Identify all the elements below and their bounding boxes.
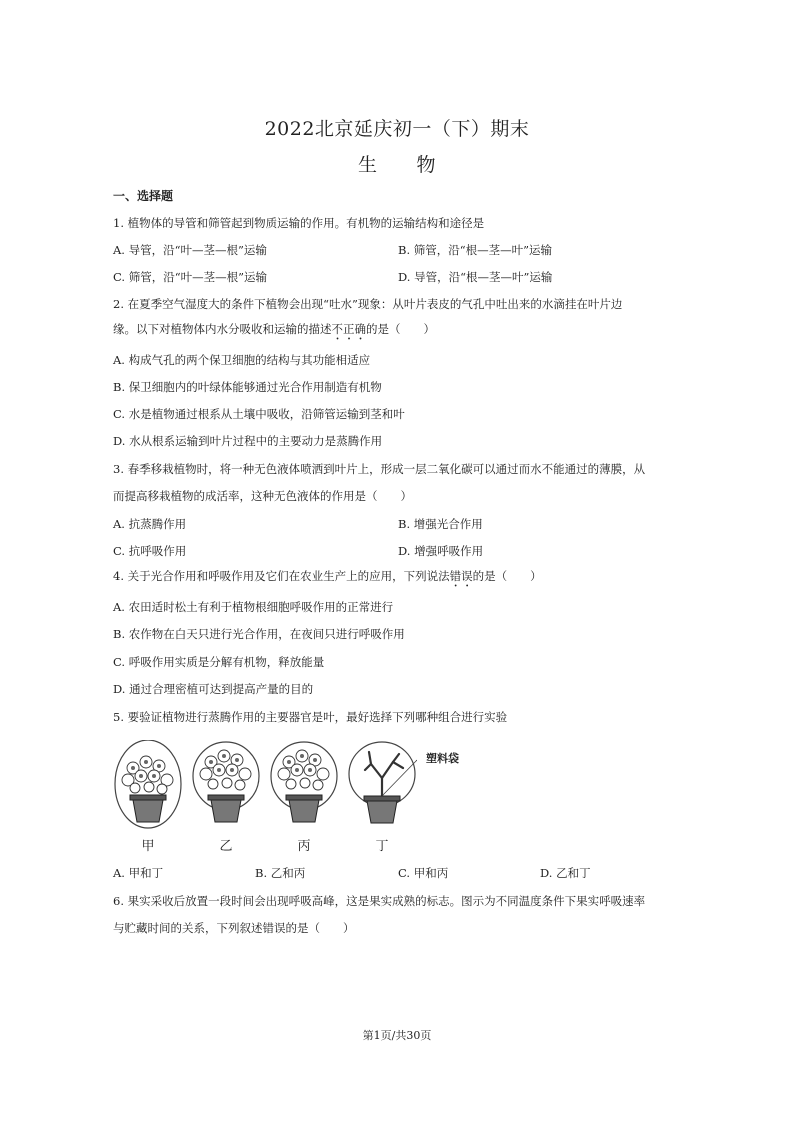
q3-option-a: A. 抗蒸腾作用 (113, 517, 187, 531)
plant-jia-illustration (113, 740, 183, 832)
q4-option-c: C. 呼吸作用实质是分解有机物，释放能量 (113, 655, 325, 669)
q2-option-a: A. 构成气孔的两个保卫细胞的结构与其功能相适应 (113, 353, 371, 367)
q5-option-d: D. 乙和丁 (540, 866, 591, 880)
q2-option-d: D. 水从根系运输到叶片过程中的主要动力是蒸腾作用 (113, 434, 383, 448)
q4-stem (113, 568, 542, 590)
figure-label-jia: 甲 (141, 839, 155, 854)
q5-figure (113, 740, 473, 856)
subject-title: 生 物 (357, 154, 436, 176)
q3-option-c: C. 抗呼吸作用 (113, 544, 187, 558)
q5-option-b: B. 乙和丙 (255, 866, 306, 880)
q4-stem-tail: 的是（ ） (472, 569, 542, 583)
q2-option-c: C. 水是植物通过根系从土壤中吸收，沿筛管运输到茎和叶 (113, 407, 405, 421)
q1-stem: 1. 植物体的导管和筛管起到物质运输的作用。有机物的运输结构和途径是 (113, 216, 485, 230)
q6-stem-line2: 与贮藏时间的关系，下列叙述错误的是（ ） (113, 921, 355, 935)
q1-option-a: A. 导管，沿“叶—茎—根”运输 (113, 243, 267, 257)
q3-option-b: B. 增强光合作用 (398, 517, 483, 531)
q5-option-a: A. 甲和丁 (113, 866, 164, 880)
q5-option-c: C. 甲和丙 (398, 866, 449, 880)
section-heading: 一、选择题 (113, 189, 174, 203)
q1-option-b: B. 筛管，沿“根—茎—叶”运输 (398, 243, 553, 257)
figure-label-yi: 乙 (219, 839, 233, 854)
plant-ding-illustration (347, 740, 417, 832)
q4-stem-text: 4. 关于光合作用和呼吸作用及它们在农业生产上的应用，下列说法 (113, 569, 450, 583)
q2-stem-line1: 2. 在夏季空气湿度大的条件下植物会出现“吐水”现象：从叶片表皮的气孔中吐出来的水滴挂在叶片边 (113, 297, 623, 311)
page-footer: 第1页/共30页 (362, 1029, 432, 1042)
q4-option-a: A. 农田适时松土有利于植物根细胞呼吸作用的正常进行 (113, 600, 394, 614)
q1-option-d: D. 导管，沿“根—茎—叶”运输 (398, 270, 553, 284)
q3-stem-line1: 3. 春季移栽植物时，将一种无色液体喷洒到叶片上，形成一层二氧化碳可以通过而水不能通过的薄膜，从 (113, 462, 646, 476)
q4-emphasis-text: 错误 (449, 569, 473, 583)
q2-stem-text: 缘。以下对植物体内水分吸收和运输的描述 (113, 322, 332, 336)
page-title: 2022北京延庆初一（下）期末 (264, 118, 530, 140)
plant-bing-illustration (269, 740, 339, 832)
q3-option-d: D. 增强呼吸作用 (398, 544, 484, 558)
q2-option-b: B. 保卫细胞内的叶绿体能够通过光合作用制造有机物 (113, 380, 382, 394)
q1-option-c: C. 筛管，沿“叶—茎—根”运输 (113, 270, 267, 284)
q2-stem-tail: 的是（ ） (366, 322, 435, 336)
q2-stem-line2 (113, 321, 435, 343)
q6-stem-line1: 6. 果实采收后放置一段时间会出现呼吸高峰，这是果实成熟的标志。图示为不同温度条件下果实呼吸速率 (113, 894, 646, 908)
plastic-bag-label: 塑料袋 (426, 752, 459, 765)
q3-stem-line2: 而提高移栽植物的成活率，这种无色液体的作用是（ ） (113, 489, 412, 503)
q5-stem: 5. 要验证植物进行蒸腾作用的主要器官是叶，最好选择下列哪种组合进行实验 (113, 710, 508, 724)
q4-option-d: D. 通过合理密植可达到提高产量的目的 (113, 682, 314, 696)
figure-label-ding: 丁 (375, 839, 389, 854)
q4-option-b: B. 农作物在白天只进行光合作用，在夜间只进行呼吸作用 (113, 627, 405, 641)
q2-emphasis-text: 不正确 (331, 322, 366, 336)
plant-yi-illustration (191, 740, 261, 832)
figure-label-bing: 丙 (297, 839, 311, 854)
